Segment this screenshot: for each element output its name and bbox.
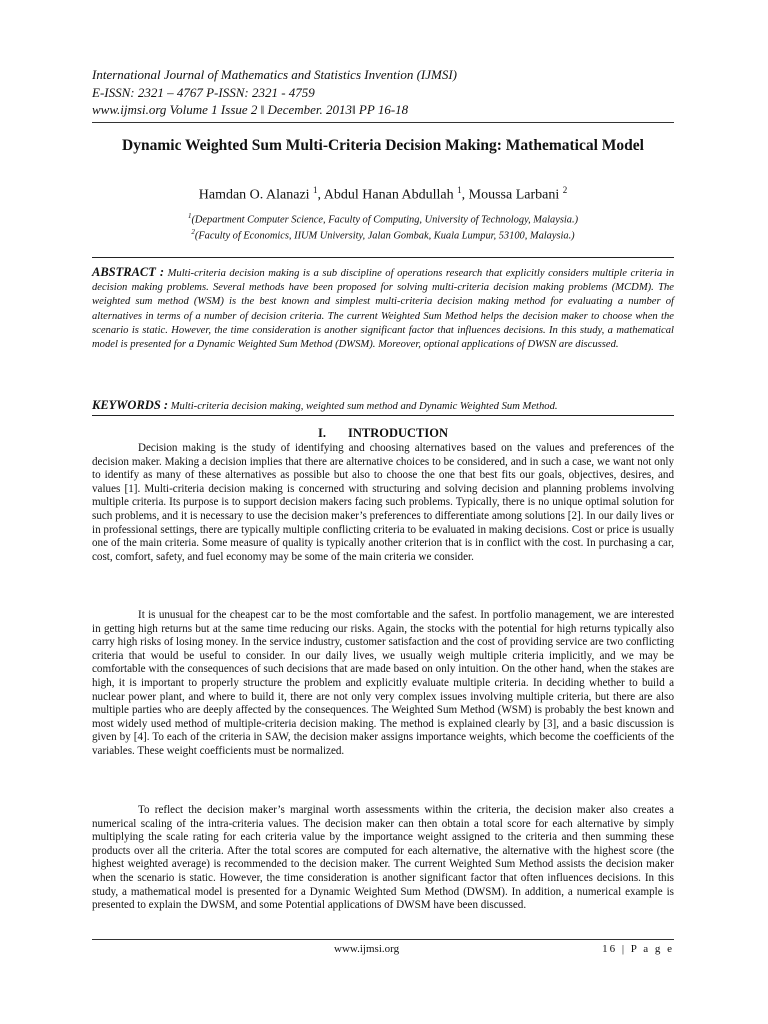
affiliation-mark: 2 (191, 228, 195, 237)
author-name: Abdul Hanan Abdullah (323, 187, 454, 203)
section-title: INTRODUCTION (347, 426, 448, 440)
paragraph-text: To reflect the decision maker’s marginal worth assessments within the criteria, the decision maker also creates a numerical scaling of the intra-criteria values. The decision maker can then obtain a total score for each alternative by simply multiplying the scale rating for each criteria value by the importance weight assigned to the criteria and then summing these products over all the criteria. After the total scores are computed for each alternative, the alternative with the highest score (the highest weighted average) is recommended to the decision maker. The current Weighted Sum Method assists the decision maker when the scenario is static. However, the time consideration is another significant factor that often influences decisions. In this study, a mathematical model is presented for a Dynamic Weighted Sum Method (DWSM). In addition, a numerical example is presented to explain the DWSM, and some Potential applications of DWSM have been discussed. (92, 804, 674, 912)
header-divider (92, 122, 674, 123)
author-list (92, 181, 674, 205)
paper-title: Dynamic Weighted Sum Multi-Criteria Decision Making: Mathematical Model (122, 137, 644, 154)
affiliation-text: (Department Computer Science, Faculty of Computing, University of Technology, Malaysia.) (191, 214, 579, 226)
author-separator: , (461, 187, 469, 203)
body-paragraph (92, 442, 674, 564)
affiliation (92, 210, 674, 226)
keywords-text: Multi-criteria decision making, weighted sum method and Dynamic Weighted Sum Method. (168, 401, 558, 412)
abstract-top-rule (92, 257, 674, 258)
affiliation (92, 226, 674, 242)
body-paragraph (92, 609, 674, 759)
footer-divider (92, 939, 674, 940)
journal-volume: www.ijmsi.org Volume 1 Issue 2 ‖ December. 2013‖ PP 16-18 (92, 102, 409, 117)
affiliation-text: (Faculty of Economics, IIUM University, Jalan Gombak, Kuala Lumpur, 53100, Malaysia.) (194, 230, 575, 242)
abstract-label: ABSTRACT : (92, 265, 165, 279)
abstract-text: Multi-criteria decision making is a sub discipline of operations research that explicitly considers multiple criteria in decision making problems. Several methods have been proposed for solving multi-criteria decision making problems (MCDM). The weighted sum method (WSM) is the best known and simplest multi-criteria decision making method for evaluating a number of alternatives in terms of a number of decision criteria. The current Weighted Sum Method helps the decision maker to choose when the scenario is static. However, the time consideration is another significant factor that influences decisions. In this study, a mathematical model is presented for a Dynamic Weighted Sum Method (DWSM). Moreover, optional applications of DWSN are discussed. (92, 268, 674, 351)
author-affiliation-mark: 1 (457, 185, 462, 195)
affiliation-mark: 1 (187, 212, 192, 220)
affiliation-list (92, 210, 674, 243)
journal-header (92, 66, 674, 119)
author-affiliation-mark: 1 (313, 185, 318, 195)
paragraph-text: It is unusual for the cheapest car to be the most comfortable and the safest. In portfolio management, we are interested in getting high returns but at the same time reducing our risks. Again, the stocks with the potential for high returns typically also carry high risks of losing money. In the service industry, customer satisfaction and the cost of providing service are two conflicting criteria that would be useful to consider. In our daily lives, we usually weigh multiple criteria implicitly, and we may be comfortable with the consequences of such decisions that are made based on only intuition. On the other hand, when the stakes are high, it is important to properly structure the problem and explicitly evaluate multiple criteria. In deciding whether to build a nuclear power plant, and where to build it, there are not only very complex issues involving multiple criteria, but there are also multiple parties who are deeply affected by the consequences. The Weighted Sum Method (WSM) is probably the best known and most widely used method of multiple-criteria decision making. The method is explained clearly by [3], and a basic discussion is given by [4]. To each of the criteria in SAW, the decision maker assigns importance weights, which become the coefficients of the variables. These weight coefficients must be normalized. (92, 609, 674, 757)
journal-name: International Journal of Mathematics and Statistics Invention (IJMSI) (92, 67, 458, 82)
keywords-label: KEYWORDS : (92, 398, 169, 412)
author-affiliation-mark: 2 (562, 185, 568, 195)
body-paragraph (92, 804, 674, 913)
author-name: Moussa Larbani (468, 187, 560, 203)
footer-website: www.ijmsi.org (334, 943, 400, 955)
section-heading (92, 425, 674, 441)
keywords (92, 398, 674, 414)
page-number: 16 | P a g e (602, 943, 674, 955)
section-number: I. (317, 426, 326, 440)
journal-issn: E-ISSN: 2321 – 4767 P-ISSN: 2321 - 4759 (92, 84, 315, 100)
author-name: Hamdan O. Alanazi (198, 187, 310, 203)
author-separator: , (317, 187, 324, 203)
abstract-bottom-rule (92, 415, 674, 416)
paragraph-text: Decision making is the study of identifying and choosing alternatives based on the values and preferences of the decision maker. Making a decision implies that there are alternative choices to be considered, and in such a case, we want not only to identify as many of these alternatives as possible but also to choose the one that best fits our goals, objectives, desires, and values [1]. Multi-criteria decision making is concerned with structuring and solving decision and planning problems involving multiple criteria. Its purpose is to support decision makers facing such problems. Typically, there is no unique optimal solution for such problems, and it is necessary to use the decision maker’s preferences to differentiate among solutions [2]. In our daily lives or in professional settings, there are typically multiple conflicting criteria to be evaluated in making decisions. Cost or price is usually one of the main criteria. Some measure of quality is typically another criterion that is in conflict with the cost. In purchasing a car, cost, comfort, safety, and fuel economy may be some of the main criteria we consider. (92, 442, 674, 563)
abstract (92, 265, 674, 352)
